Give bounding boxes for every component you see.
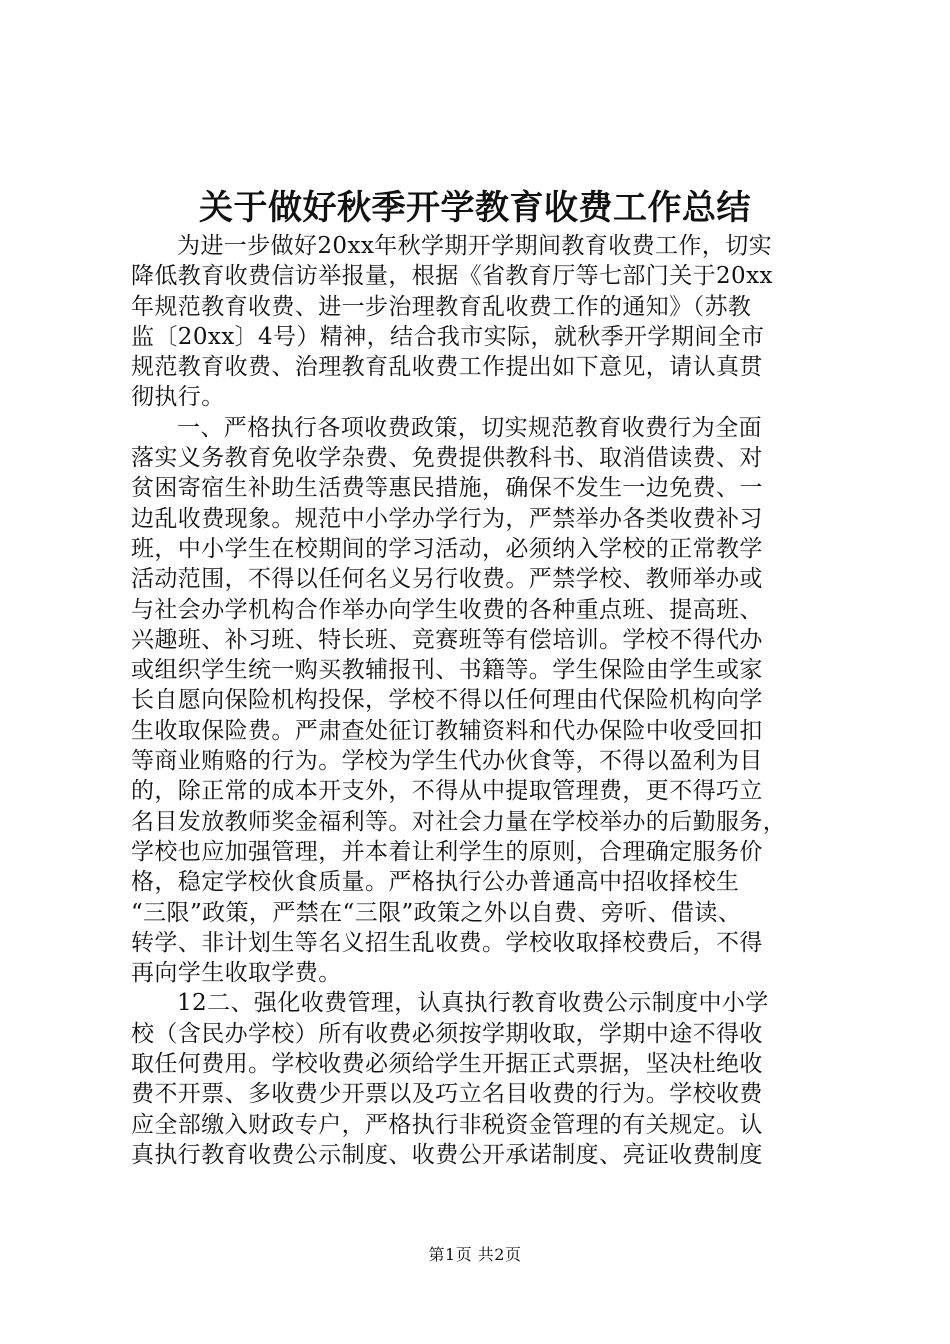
paragraph-line: 一、严格执行各项收费政策，切实规范教育收费行为全面: [177, 414, 762, 441]
paragraph-line: 落实义务教育免收学杂费、免费提供教科书、取消借读费、对: [131, 445, 763, 472]
paragraph-line: 年规范教育收费、进一步治理教育乱收费工作的通知》（苏教: [131, 293, 752, 320]
paragraph-line: 长自愿向保险机构投保，学校不得以任何理由代保险机构向学: [131, 687, 763, 714]
paragraph-line: 贫困寄宿生补助生活费等惠民措施，确保不发生一边免费、一: [131, 475, 763, 502]
document-body: [131, 231, 851, 1170]
page-number-footer: 第1页 共2页: [428, 1245, 522, 1264]
paragraph-line: 或组织学生统一购买教辅报刊、书籍等。学生保险由学生或家: [131, 657, 763, 684]
paragraph-line: 转学、非计划生等名义招生乱收费。学校收取择校费后，不得: [131, 929, 763, 956]
paragraph-line: 再向学生收取学费。: [131, 960, 342, 987]
paragraph-line: 规范教育收费、治理教育乱收费工作提出如下意见，请认真贯: [131, 354, 763, 381]
paragraph-line: 真执行教育收费公示制度、收费公开承诺制度、亮证收费制度: [131, 1141, 763, 1168]
paragraph-line: 取任何费用。学校收费必须给学生开据正式票据，坚决杜绝收: [131, 1051, 763, 1078]
paragraph-line: 为进一步做好20xx年秋学期开学期间教育收费工作，切实: [177, 233, 773, 259]
paragraph-line: 边乱收费现象。规范中小学办学行为，严禁举办各类收费补习: [131, 505, 763, 532]
paragraph-line: 12二、强化收费管理，认真执行教育收费公示制度中小学: [177, 990, 769, 1017]
paragraph-line: 学校也应加强管理，并本着让利学生的原则，合理确定服务价: [131, 838, 763, 865]
paragraph-line: 应全部缴入财政专户，严格执行非税资金管理的有关规定。认: [131, 1111, 763, 1138]
paragraph-line: 监〔20xx〕4号）精神，结合我市实际，就秋季开学期间全市: [131, 323, 765, 350]
paragraph-line: 校（含民办学校）所有收费必须按学期收取，学期中途不得收: [131, 1020, 763, 1047]
paragraph-line: 生收取保险费。严肃查处征订教辅资料和代办保险中收受回扣: [131, 717, 763, 744]
paragraph-line: 格，稳定学校伙食质量。严格执行公办普通高中招收择校生: [131, 869, 740, 896]
paragraph-line: 兴趣班、补习班、特长班、竞赛班等有偿培训。学校不得代办: [131, 626, 763, 653]
paragraph-line: 活动范围，不得以任何名义另行收费。严禁学校、教师举办或: [131, 566, 763, 593]
paragraph-line: 班，中小学生在校期间的学习活动，必须纳入学校的正常教学: [131, 535, 763, 562]
paragraph-line: 彻执行。: [131, 384, 225, 411]
paragraph-line: “三限”政策，严禁在“三限”政策之外以自费、旁听、借读、: [131, 899, 742, 926]
paragraph-line: 等商业贿赂的行为。学校为学生代办伙食等，不得以盈利为目: [131, 748, 763, 775]
paragraph-line: 与社会办学机构合作举办向学生收费的各种重点班、提高班、: [131, 596, 763, 623]
paragraph-line: 降低教育收费信访举报量，根据《省教育厅等七部门关于20xx: [131, 263, 773, 290]
document-title: 关于做好秋季开学教育收费工作总结: [199, 188, 751, 228]
paragraph-line: 的，除正常的成本开支外，不得从中提取管理费，更不得巧立: [131, 778, 763, 805]
paragraph-line: 费不开票、多收费少开票以及巧立名目收费的行为。学校收费: [131, 1081, 763, 1108]
paragraph-line: 名目发放教师奖金福利等。对社会力量在学校举办的后勤服务，: [131, 808, 787, 835]
